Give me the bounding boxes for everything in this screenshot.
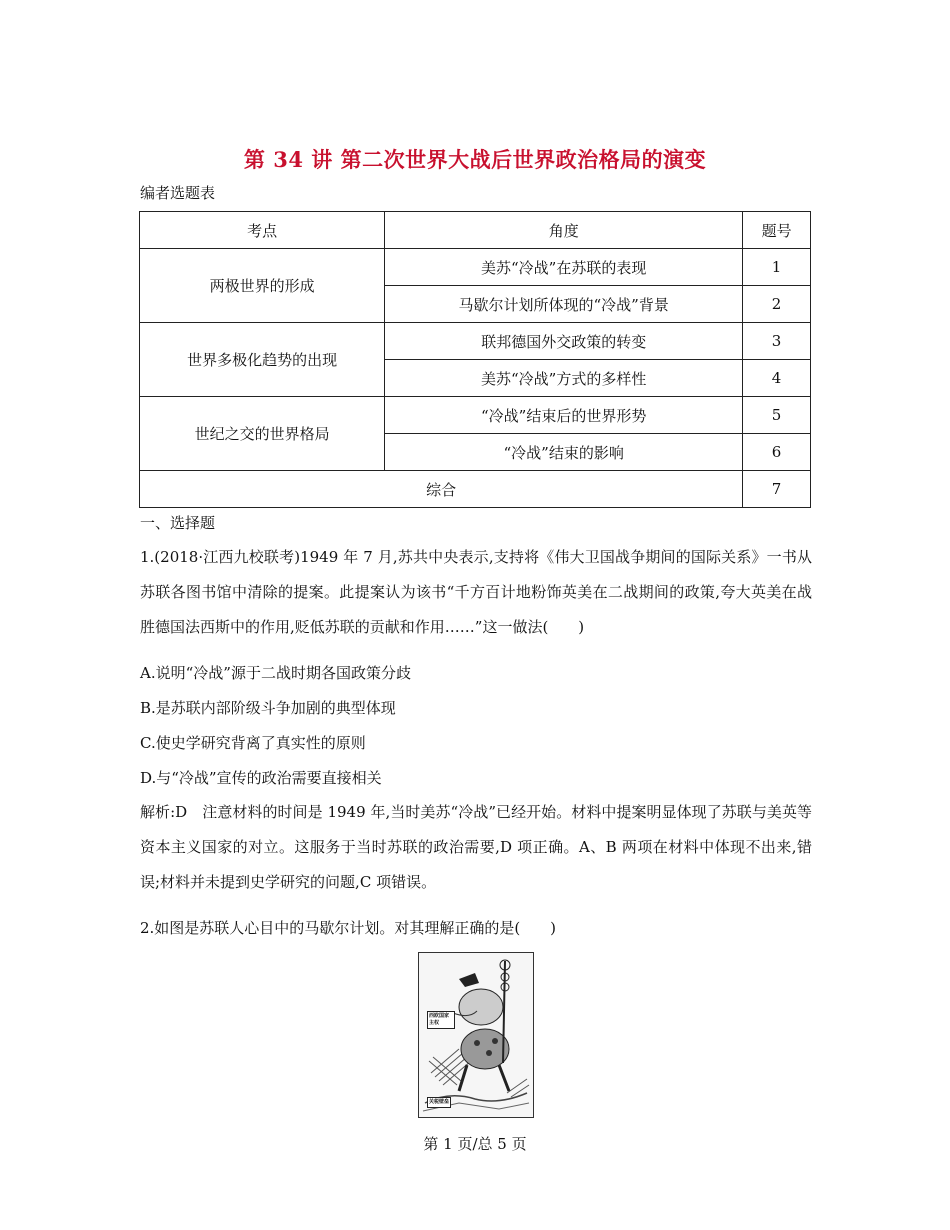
option-a: A.说明“冷战”源于二战时期各国政策分歧 xyxy=(140,664,411,682)
cartoon-sign-sovereignty: 西欧国家主权 xyxy=(427,1011,455,1029)
cartoon-drawing xyxy=(419,953,533,1117)
page-footer: 第 1 页/总 5 页 xyxy=(423,1135,527,1153)
option-c: C.使史学研究背离了真实性的原则 xyxy=(140,734,366,752)
angle-cell: 马歇尔计划所体现的“冷战”背景 xyxy=(385,286,743,323)
number-cell: 5 xyxy=(743,397,811,434)
number-cell: 4 xyxy=(743,360,811,397)
page-title: 第 34 讲 第二次世界大战后世界政治格局的演变 xyxy=(243,147,707,172)
header-topic: 考点 xyxy=(140,212,385,249)
table-summary-row xyxy=(140,471,811,508)
topic-cell: 世纪之交的世界格局 xyxy=(140,397,385,471)
angle-cell: 美苏“冷战”方式的多样性 xyxy=(385,360,743,397)
question-1-stem: 1.(2018·江西九校联考)1949 年 7 月,苏共中央表示,支持将《伟大卫国战争期间的国际关系》一书从苏联各图书馆中清除的提案。此提案认为该书“千方百计地粉饰英美在二战期间的政策,夸大英美在战胜德国法西斯中的作用,贬低苏联的贡献和作用……”这一做法( ) xyxy=(140,548,812,636)
number-cell: 3 xyxy=(743,323,811,360)
angle-cell: “冷战”结束后的世界形势 xyxy=(385,397,743,434)
summary-label: 综合 xyxy=(140,471,743,508)
question-1-analysis: 解析:D 注意材料的时间是 1949 年,当时美苏“冷战”已经开始。材料中提案明显体现了苏联与美英等资本主义国家的对立。这服务于当时苏联的政治需要,D 项正确。A、B 两项在材料中体现不出来,错误;材料并未提到史学研究的问题,C 项错误。 xyxy=(140,803,812,891)
question-2-stem: 2.如图是苏联人心目中的马歇尔计划。对其理解正确的是( ) xyxy=(140,919,557,937)
angle-cell: “冷战”结束的影响 xyxy=(385,434,743,471)
cartoon-sign-tariff: 关税壁垒 xyxy=(427,1097,451,1108)
number-cell: 1 xyxy=(743,249,811,286)
table-row xyxy=(140,249,811,286)
number-cell: 2 xyxy=(743,286,811,323)
table-caption: 编者选题表 xyxy=(140,184,216,202)
topic-cell: 两极世界的形成 xyxy=(140,249,385,323)
section-heading: 一、选择题 xyxy=(140,514,216,532)
number-cell: 7 xyxy=(743,471,811,508)
cartoon-image xyxy=(418,952,534,1118)
option-b: B.是苏联内部阶级斗争加剧的典型体现 xyxy=(140,699,396,717)
option-d: D.与“冷战”宣传的政治需要直接相关 xyxy=(140,769,382,787)
header-number: 题号 xyxy=(743,212,811,249)
angle-cell: 美苏“冷战”在苏联的表现 xyxy=(385,249,743,286)
table-row xyxy=(140,397,811,434)
header-angle: 角度 xyxy=(385,212,743,249)
topic-cell: 世界多极化趋势的出现 xyxy=(140,323,385,397)
angle-cell: 联邦德国外交政策的转变 xyxy=(385,323,743,360)
number-cell: 6 xyxy=(743,434,811,471)
table-row xyxy=(140,323,811,360)
table-header-row xyxy=(140,212,811,249)
selection-table xyxy=(139,211,811,508)
